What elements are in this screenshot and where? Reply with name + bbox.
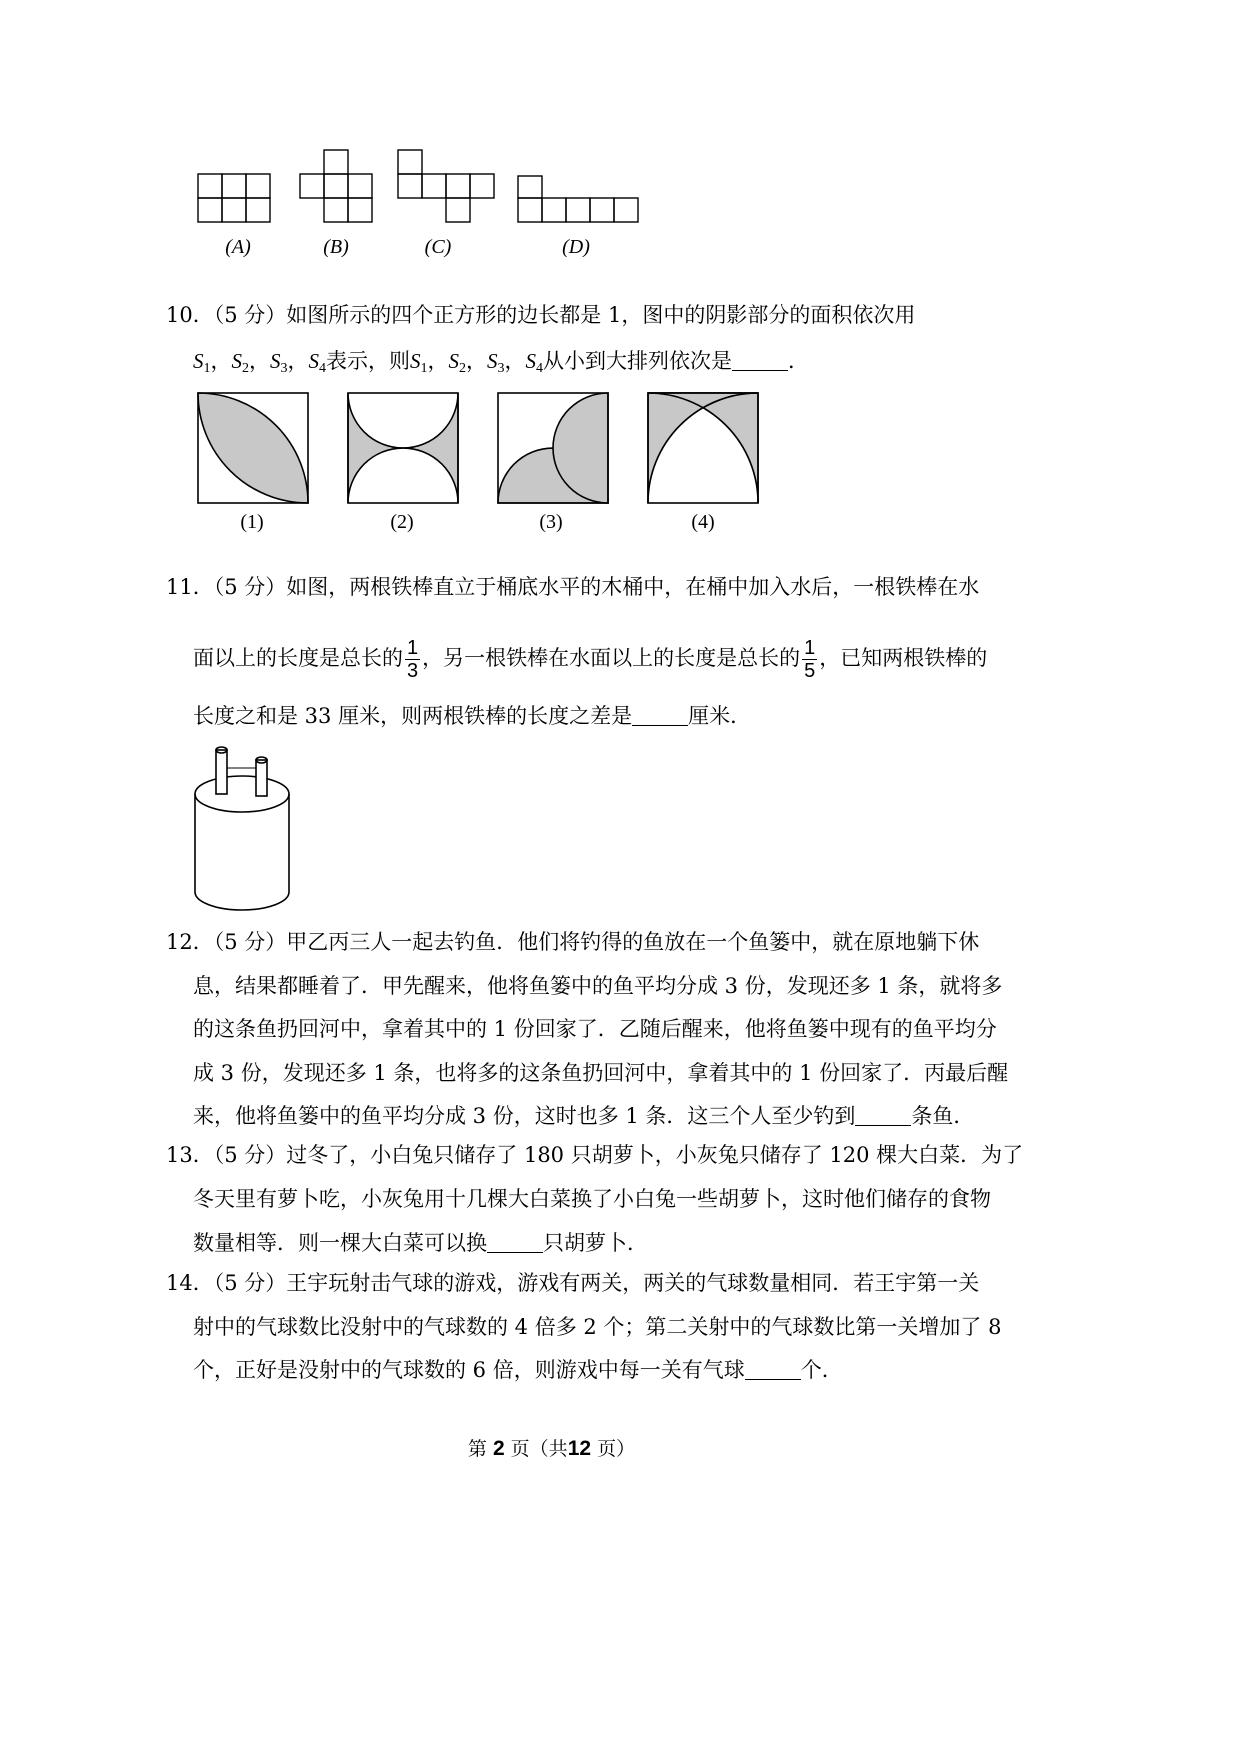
net-caption-a: (A) bbox=[225, 236, 251, 258]
q12-line2: 息，结果都睡着了．甲先醒来，他将鱼篓中的鱼平均分成 3 份，发现还多 1 条，就将多 bbox=[193, 974, 1003, 998]
q12-line5: 来，他将鱼篓中的鱼平均分成 3 份，这时也多 1 条．这三个人至少钓到 条鱼． bbox=[193, 1104, 975, 1128]
q13-answer-blank[interactable] bbox=[487, 1232, 543, 1253]
square-3 bbox=[498, 393, 608, 503]
q10-text-2b: 从小到大排列依次是 bbox=[543, 349, 732, 373]
q11-barrel-figure bbox=[186, 742, 301, 917]
q10-line2: $S_1$，$S_2$，$S_3$，$S_4$表示，则$S_1$，$S_2$，$S_3$，$S_4$从小到大排列依次是 ． bbox=[193, 349, 809, 376]
net-caption-d: (D) bbox=[562, 236, 590, 258]
q14-line1: 14．（5 分）王宇玩射击气球的游戏，游戏有两关，两关的气球数量相同．若王宇第一关 bbox=[166, 1271, 980, 1295]
net-a bbox=[198, 174, 270, 222]
q9-cube-nets-figure bbox=[190, 140, 650, 230]
square-1 bbox=[198, 393, 308, 503]
net-caption-c: (C) bbox=[424, 236, 452, 258]
q14-answer-blank[interactable] bbox=[745, 1359, 801, 1380]
q14-line3: 个，正好是没射中的气球数的 6 倍，则游戏中每一关有气球 个． bbox=[193, 1358, 843, 1382]
page-footer: 第 2 页（共12 页） bbox=[467, 1437, 636, 1460]
q12-answer-blank[interactable] bbox=[855, 1105, 911, 1126]
q11-line3: 长度之和是 33 厘米，则两根铁棒的长度之差是 厘米． bbox=[193, 704, 752, 728]
q10-line1 bbox=[166, 301, 915, 329]
q10-squares-figure bbox=[190, 386, 770, 511]
net-c bbox=[398, 150, 494, 222]
square-caption-4: (4) bbox=[691, 511, 715, 533]
q13-line1: 13．（5 分）过冬了，小白兔只储存了 180 只胡萝卜，小灰兔只储存了 120 棵大白菜．为了 bbox=[166, 1143, 1024, 1167]
square-caption-3: (3) bbox=[539, 511, 563, 533]
q13-line3: 数量相等．则一棵大白菜可以换 只胡萝卜． bbox=[193, 1231, 648, 1255]
fraction-one-third: $\frac{1}{3}$ bbox=[407, 637, 419, 682]
q10-answer-blank[interactable] bbox=[732, 350, 788, 371]
q14-line2: 射中的气球数比没射中的气球数的 4 倍多 2 个；第二关射中的气球数比第一关增加了 8 bbox=[193, 1315, 1002, 1339]
net-caption-b: (B) bbox=[323, 236, 349, 258]
net-d bbox=[518, 176, 638, 222]
square-caption-1: (1) bbox=[240, 511, 264, 533]
q11-line1: 11．（5 分）如图，两根铁棒直立于桶底水平的木桶中，在桶中加入水后，一根铁棒在水 bbox=[166, 575, 980, 599]
total-page-number: 12 bbox=[567, 1437, 592, 1460]
q12-line3: 的这条鱼扔回河中，拿着其中的 1 份回家了．乙随后醒来，他将鱼篓中现有的鱼平均分 bbox=[193, 1017, 997, 1041]
q10-text-1: 如图所示的四个正方形的边长都是 1，图中的阴影部分的面积依次用 bbox=[286, 303, 916, 327]
fraction-one-fifth: $\frac{1}{5}$ bbox=[804, 637, 816, 682]
q11-line2: 面以上的长度是总长的 $\frac{1}{3}$ ，另一根铁棒在水面以上的长度是总长的 $\frac{1}{5}$ ，已知两根铁棒的 bbox=[193, 637, 988, 682]
square-2 bbox=[348, 393, 458, 503]
q12-line4: 成 3 份，发现还多 1 条，也将多的这条鱼扔回河中，拿着其中的 1 份回家了．丙最后醒 bbox=[193, 1061, 1009, 1085]
q11-answer-blank[interactable] bbox=[632, 705, 688, 726]
current-page-number: 2 bbox=[492, 1437, 505, 1460]
q10-score: （5 分） bbox=[213, 303, 287, 327]
net-b bbox=[300, 150, 372, 222]
q13-line2: 冬天里有萝卜吃，小灰兔用十几棵大白菜换了小白兔一些胡萝卜，这时他们储存的食物 bbox=[193, 1187, 991, 1211]
q12-line1: 12．（5 分）甲乙丙三人一起去钓鱼．他们将钓得的鱼放在一个鱼篓中，就在原地躺下休 bbox=[166, 930, 980, 954]
q10-number: 10． bbox=[166, 303, 214, 327]
square-caption-2: (2) bbox=[390, 511, 414, 533]
square-4 bbox=[648, 393, 758, 503]
q10-text-2a: 表示，则 bbox=[326, 349, 410, 373]
